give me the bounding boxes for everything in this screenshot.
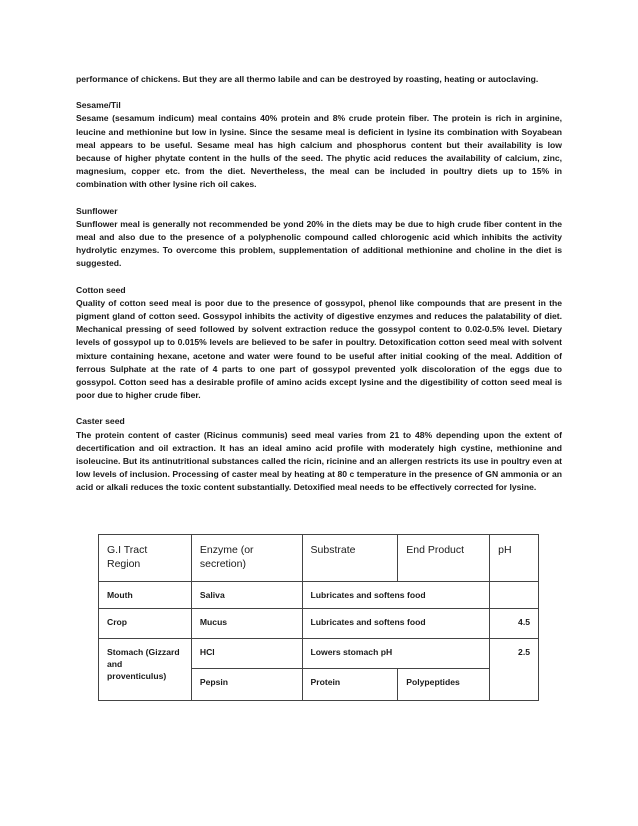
section-heading-sunflower: Sunflower — [76, 205, 118, 216]
section-heading-caster-seed: Caster seed — [76, 416, 125, 427]
header-end-product: End Product — [398, 535, 490, 582]
table-row-stomach-hcl — [99, 639, 539, 669]
section-body-cotton-seed: Quality of cotton seed meal is poor due to the presence of gossypol, phenol like compounds that are present in the pigment gland of cotton seed. Gossypol inhibits the activity of digestive enzymes and reduces the palatability of diet. Mechanical pressing of seed followed by solvent extraction reduce the gossypol content to 0.02-0.5% level. Dietary levels of gossypol up to 0.015% levels are believed to be safer in poultry. Detoxification cotton seed meal with solvent mixture containing hexane, acetone and water were found to be useful after initial cooking of the meal. Addition of ferrous Sulphate at the rate of 4 parts to one part of gossypol prevented yolk discoloration of the eggs due to gossypol. Cotton seed has a desirable profile of amino acids except lysine and the digestibility of cotton seed meal is poor due to higher crude fiber. — [76, 297, 562, 401]
table-row-mouth — [99, 582, 539, 609]
document-text — [76, 73, 562, 495]
header-gi-tract-region: G.I Tract Region — [99, 535, 192, 582]
table-header-row — [99, 535, 539, 582]
cell-enzyme: HCl — [191, 639, 302, 669]
cell-ph — [490, 582, 539, 609]
cell-substrate: Protein — [302, 669, 398, 701]
cell-substrate: Lubricates and softens food — [302, 609, 490, 639]
section-body-caster-seed: The protein content of caster (Ricinus communis) seed meal varies from 21 to 48% depending upon the extent of decertification and oil extraction. It has an ideal amino acid profile with moderately high cystine, methionine and isoleucine. But its antinutritional substances called the ricin, ricinine and an allergen restricts its use in poultry even at low levels of inclusion. Processing of caster meal by heating at 80 c temperature in the presence of GN ammonia or an acid or alkali reduces the toxic content substantially. Detoxified meal needs to be effectively corrected for lysine. — [76, 429, 562, 493]
cell-region: Crop — [99, 609, 192, 639]
cell-end-product: Polypeptides — [398, 669, 490, 701]
section-heading-sesame: Sesame/Til — [76, 100, 121, 111]
section-heading-cotton-seed: Cotton seed — [76, 284, 126, 295]
cell-substrate: Lubricates and softens food — [302, 582, 490, 609]
cell-substrate: Lowers stomach pH — [302, 639, 490, 669]
section-body-sunflower: Sunflower meal is generally not recommended be yond 20% in the diets may be due to high crude fiber content in the meal and also due to the presence of a polyphenolic compound called chlorogenic acid which inhibits the activity hydrolytic enzymes. To overcome this problem, supplementation of additional methionine and choline in the diet is suggested. — [76, 218, 562, 269]
digestion-table — [98, 534, 539, 701]
cell-ph-stomach: 2.5 — [490, 639, 539, 701]
cell-enzyme: Pepsin — [191, 669, 302, 701]
section-body-sesame: Sesame (sesamum indicum) meal contains 40% protein and 8% crude protein fiber. The protein is rich in arginine, leucine and methionine but low in lysine. Since the sesame meal is deficient in lysine its combination with Soyabean meal appears to be useful. Sesame meal has high calcium and phosphorus content but their availability is low because of higher phytate content in the hulls of the seed. The phytic acid reduces the availability of calcium, zinc, magnesium, copper etc. from the diet. Nevertheless, the meal can be included in poultry diets up to 15% in combination with other lysine rich oil cakes. — [76, 113, 562, 190]
cell-enzyme: Saliva — [191, 582, 302, 609]
intro-paragraph: performance of chickens. But they are all thermo labile and can be destroyed by roasting, heating or autoclaving. — [76, 74, 539, 84]
cell-region-stomach: Stomach (Gizzard and proventiculus) — [99, 639, 192, 701]
cell-enzyme: Mucus — [191, 609, 302, 639]
header-substrate: Substrate — [302, 535, 398, 582]
cell-ph: 4.5 — [490, 609, 539, 639]
table-row-crop — [99, 609, 539, 639]
header-ph: pH — [490, 535, 539, 582]
cell-region: Mouth — [99, 582, 192, 609]
header-enzyme: Enzyme (or secretion) — [191, 535, 302, 582]
